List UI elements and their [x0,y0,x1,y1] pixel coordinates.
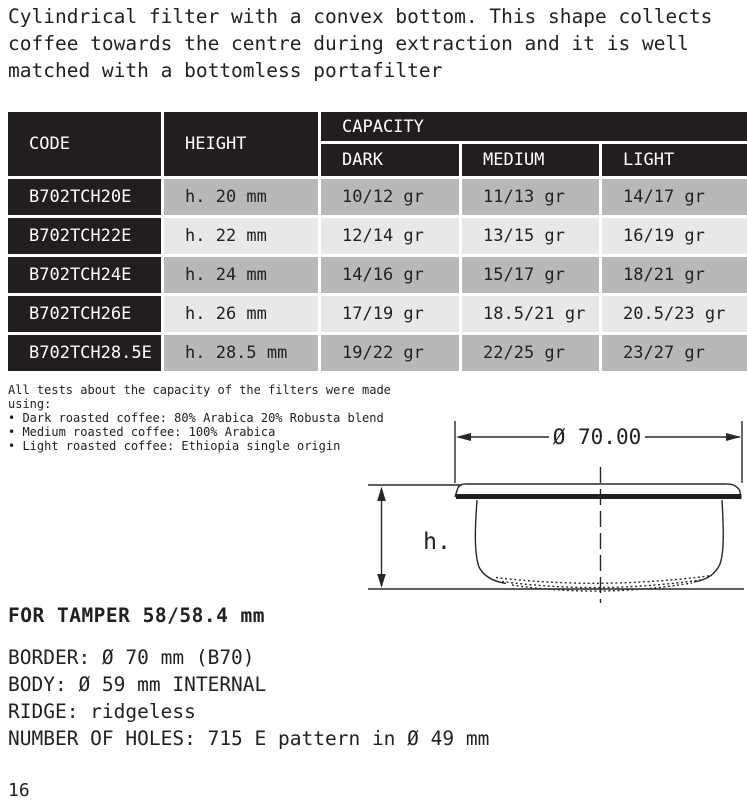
cell-medium: 13/15 gr [462,218,599,254]
intro-text: Cylindrical filter with a convex bottom. This shape collects coffee towards the centre during extraction and it is well matched with a bottomless portafilter [8,5,713,82]
spec-line-border: BORDER: Ø 70 mm (B70) [8,646,255,669]
cell-height: h. 22 mm [164,218,318,254]
cell-light: 16/19 gr [602,218,747,254]
note-item: • Dark roasted coffee: 80% Arabica 20% Robusta blend [8,411,384,425]
table-row [8,335,747,371]
cell-height: h. 26 mm [164,296,318,332]
header-cell-height: HEIGHT [164,112,318,176]
spec-line-holes: NUMBER OF HOLES: 715 E pattern in Ø 49 mm [8,727,490,750]
filter-spec-table [8,112,747,371]
cell-height: h. 28.5 mm [164,335,318,371]
table-row [8,257,747,293]
cell-dark: 12/14 gr [321,218,459,254]
cell-medium: 11/13 gr [462,179,599,215]
cell-light: 23/27 gr [602,335,747,371]
tamper-spec-title: FOR TAMPER 58/58.4 mm [8,604,266,627]
page-number: 16 [8,780,30,801]
cell-code: B702TCH24E [8,257,161,293]
cell-dark: 17/19 gr [321,296,459,332]
spec-line-ridge: RIDGE: ridgeless [8,700,196,723]
cell-code: B702TCH22E [8,218,161,254]
cell-medium: 22/25 gr [462,335,599,371]
cell-height: h. 20 mm [164,179,318,215]
header-cell-light: LIGHT [602,144,747,176]
table-row [8,179,747,215]
cell-light: 20.5/23 gr [602,296,747,332]
cell-light: 14/17 gr [602,179,747,215]
cell-dark: 14/16 gr [321,257,459,293]
header-cell-medium: MEDIUM [462,144,599,176]
note-item: • Light roasted coffee: Ethiopia single origin [8,439,341,453]
dimension-arrow-left-icon [456,433,471,441]
cell-code: B702TCH28.5E [8,335,161,371]
height-arrow-up-icon [377,487,386,502]
note-item: • Medium roasted coffee: 100% Arabica [8,425,276,439]
header-cell-capacity: CAPACITY [321,112,747,141]
header-capacity-group [321,112,747,176]
header-cell-code: CODE [8,112,161,176]
table-header [8,112,747,176]
spec-list [8,644,489,752]
header-cell-dark: DARK [321,144,459,176]
filter-wall-right [694,500,723,582]
perforated-bottom-row [512,583,692,591]
filter-wall-left [475,500,506,584]
perforated-bottom-row [496,576,712,584]
dimension-arrow-right-icon [726,433,741,441]
table-row [8,218,747,254]
cell-code: B702TCH26E [8,296,161,332]
spec-line-body: BODY: Ø 59 mm INTERNAL [8,673,267,696]
notes-intro: All tests about the capacity of the filters were made using: [8,383,391,411]
diameter-label: Ø 70.00 [552,425,642,449]
height-label: h. [423,529,451,555]
height-arrow-down-icon [377,574,386,588]
cell-code: B702TCH20E [8,179,161,215]
header-capacity-subrow [321,144,747,176]
cell-height: h. 24 mm [164,257,318,293]
cell-dark: 10/12 gr [321,179,459,215]
cell-dark: 19/22 gr [321,335,459,371]
cell-medium: 18.5/21 gr [462,296,599,332]
cell-medium: 15/17 gr [462,257,599,293]
table-row [8,296,747,332]
filter-cross-section-diagram [355,412,747,612]
cell-light: 18/21 gr [602,257,747,293]
